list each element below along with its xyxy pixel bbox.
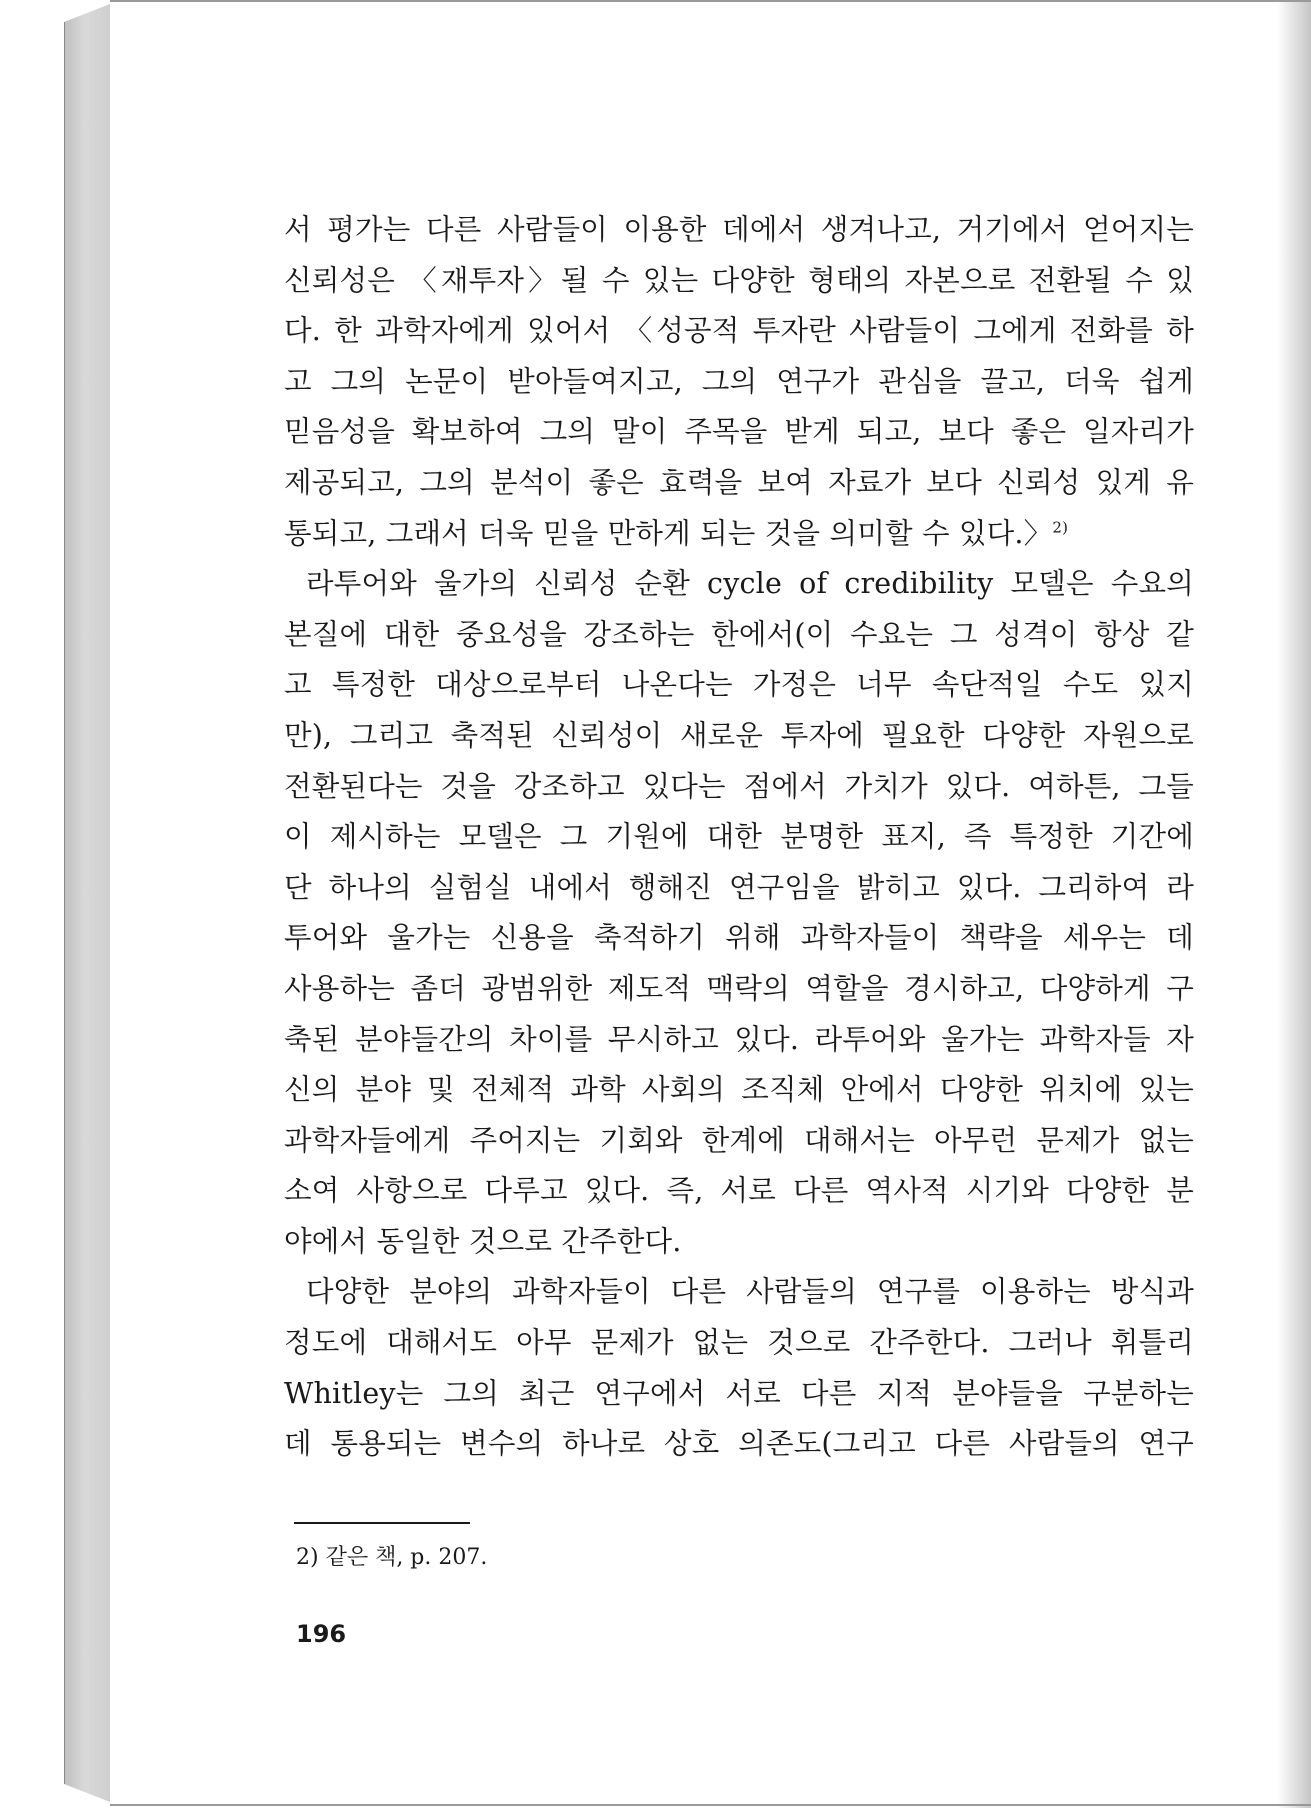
text-line: 과학자들에게 주어지는 기회와 한계에 대해서는 아무런 문제가 없는 [284,1123,1194,1157]
page-number: 196 [296,1620,347,1648]
paragraph-start-line: 라투어와 울가의 신뢰성 순환 cycle of credibility 모델은 수요의 [306,567,1194,601]
text-line: 소여 사항으로 다루고 있다. 즉, 서로 다른 역사적 시기와 다양한 분 [284,1174,1194,1208]
page-shadow [1277,2,1311,1808]
text-line: 이 제시하는 모델은 그 기원에 대한 분명한 표지, 즉 특정한 기간에 [284,820,1194,854]
text-line: 단 하나의 실험실 내에서 행해진 연구임을 밝히고 있다. 그리하여 라 [284,870,1194,904]
footnote-reference: 2) [1052,518,1069,537]
text-line: 고 특정한 대상으로부터 나온다는 가정은 너무 속단적일 수도 있지 [284,668,1194,702]
paragraph-start-line: 다양한 분야의 과학자들이 다른 사람들의 연구를 이용하는 방식과 [306,1275,1194,1309]
text-line: 믿음성을 확보하여 그의 말이 주목을 받게 되고, 보다 좋은 일자리가 [284,415,1194,449]
text-line: 투어와 울가는 신용을 축적하기 위해 과학자들이 책략을 세우는 데 [284,921,1194,955]
text-line: 신뢰성은 〈재투자〉될 수 있는 다양한 형태의 자본으로 전환될 수 있 [284,263,1194,297]
text-line-with-footnote [284,509,1194,560]
text-line: 전환된다는 것을 강조하고 있다는 점에서 가치가 있다. 여하튼, 그들 [284,769,1194,803]
text-line: 다. 한 과학자에게 있어서 〈성공적 투자란 사람들이 그에게 전화를 하 [284,314,1194,348]
book-edge-line [64,22,65,1784]
text-line: 축된 분야들간의 차이를 무시하고 있다. 라투어와 울가는 과학자들 자 [284,1022,1194,1056]
book-edge [64,4,110,1802]
text-line: 데 통용되는 변수의 하나로 상호 의존도(그리고 다른 사람들의 연구 [284,1427,1194,1461]
text-line: Whitley는 그의 최근 연구에서 서로 다른 지적 분야들을 구분하는 [284,1376,1194,1410]
text-line: 통되고, 그래서 더욱 믿을 만하게 되는 것을 의미할 수 있다.〉 [284,516,1053,550]
text-line: 야에서 동일한 것으로 간주한다. [284,1224,682,1258]
text-line: 사용하는 좀더 광범위한 제도적 맥락의 역할을 경시하고, 다양하게 구 [284,971,1194,1005]
text-line: 신의 분야 및 전체적 과학 사회의 조직체 안에서 다양한 위치에 있는 [284,1073,1194,1107]
text-line: 본질에 대한 중요성을 강조하는 한에서(이 수요는 그 성격이 항상 같 [284,617,1194,651]
text-line: 만), 그리고 축적된 신뢰성이 새로운 투자에 필요한 다양한 자원으로 [284,718,1194,752]
body-text [284,205,1194,1470]
footnote-divider [294,1522,470,1524]
text-line: 제공되고, 그의 분석이 좋은 효력을 보여 자료가 보다 신뢰성 있게 유 [284,465,1194,499]
text-line: 고 그의 논문이 받아들여지고, 그의 연구가 관심을 끌고, 더욱 쉽게 [284,364,1194,398]
text-line: 정도에 대해서도 아무 문제가 없는 것으로 간주한다. 그러나 휘틀리 [284,1326,1194,1360]
footnote: 2) 같은 책, p. 207. [296,1545,488,1570]
text-line: 서 평가는 다른 사람들이 이용한 데에서 생겨나고, 거기에서 얻어지는 [284,213,1194,246]
